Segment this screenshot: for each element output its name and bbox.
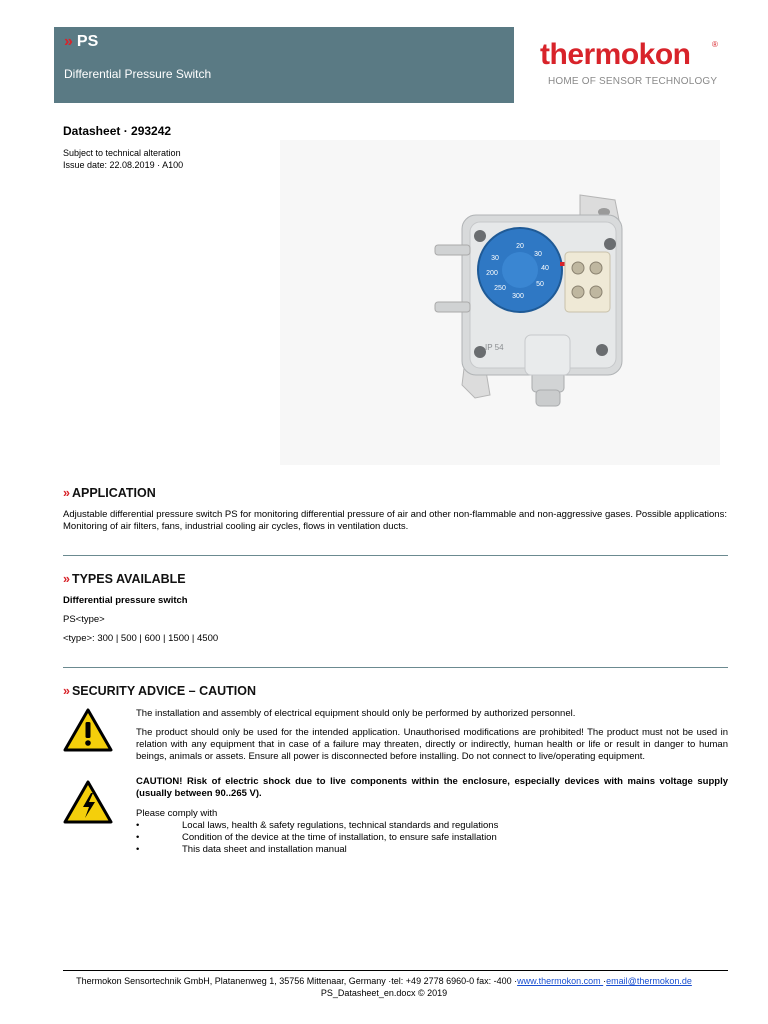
datasheet-title: Datasheet · 293242 xyxy=(63,124,172,138)
chevron-icon: » xyxy=(64,33,73,50)
security-heading: » SECURITY ADVICE – CAUTION xyxy=(63,684,257,698)
bullet-icon: • xyxy=(136,832,140,843)
bullet-icon: • xyxy=(136,820,140,831)
chevron-icon: » xyxy=(63,572,70,586)
registered-mark: ® xyxy=(712,40,718,49)
application-heading: » APPLICATION xyxy=(63,486,156,500)
footer-contact xyxy=(0,976,768,986)
logo-wordmark: thermokon xyxy=(540,38,691,71)
footer-separator: · xyxy=(603,976,607,986)
electric-hazard-icon xyxy=(63,780,113,824)
bullet-icon: • xyxy=(136,844,140,855)
email-link[interactable]: email@thermokon.de xyxy=(606,976,692,986)
footer-company: Thermokon Sensortechnik GmbH, Platanenweg 1, 35756 Mittenaar, Germany ·tel: +49 2778 6960-0 fax: -400 · xyxy=(76,976,518,986)
types-options: <type>: 300 | 500 | 600 | 1500 | 4500 xyxy=(63,633,219,644)
types-model-code: PS<type> xyxy=(63,614,105,625)
svg-text:30: 30 xyxy=(534,251,542,258)
product-title xyxy=(64,33,98,51)
chevron-icon: » xyxy=(63,684,70,698)
security-paragraph-2: The product should only be used for the intended application. Unauthorised modifications are prohibited! The product must not be used in relation with any equipment that in case of a failure may threaten, directly or indirectly, human health or life or result in danger to human beings, animals or assets. Ensure all power is disconnected before installing. Do not connect to live/operating equipment. xyxy=(136,727,728,762)
svg-text:200: 200 xyxy=(486,270,498,277)
product-image xyxy=(280,140,720,465)
datasheet-alteration-note: Subject to technical alteration xyxy=(63,148,181,158)
security-comply-text: Please comply with xyxy=(136,808,218,819)
svg-text:300: 300 xyxy=(512,293,524,300)
security-paragraph-1: The installation and assembly of electrical equipment should only be performed by authorized personnel. xyxy=(136,708,576,719)
svg-text:250: 250 xyxy=(494,285,506,292)
thermokon-logo xyxy=(540,38,720,94)
svg-text:30: 30 xyxy=(491,255,499,262)
list-item-text: Condition of the device at the time of installation, to ensure safe installation xyxy=(182,832,497,843)
website-link[interactable]: www.thermokon.com xyxy=(517,976,604,986)
chevron-icon: » xyxy=(63,486,70,500)
svg-text:20: 20 xyxy=(516,243,524,250)
section-divider xyxy=(63,555,728,556)
footer-document-name: PS_Datasheet_en.docx © 2019 xyxy=(320,988,448,998)
svg-text:50: 50 xyxy=(536,281,544,288)
types-subheading: Differential pressure switch xyxy=(63,595,188,606)
svg-text:40: 40 xyxy=(541,265,549,272)
logo-tagline: HOME OF SENSOR TECHNOLOGY xyxy=(548,76,718,87)
datasheet-issue-date: Issue date: 22.08.2019 · A100 xyxy=(63,160,184,170)
footer-divider xyxy=(63,970,728,971)
application-text: Adjustable differential pressure switch PS for monitoring differential pressure of air and other non-flammable and non-aggressive gases. Possible applications: Monitoring of air filters, fans, industrial cooling air cycles, flows in ventilation ducts. xyxy=(63,509,727,532)
list-item-text: Local laws, health & safety regulations, technical standards and regulations xyxy=(182,820,499,831)
list-item-text: This data sheet and installation manual xyxy=(182,844,347,855)
warning-exclamation-icon xyxy=(63,708,113,752)
header-banner xyxy=(54,27,514,103)
types-heading: » TYPES AVAILABLE xyxy=(63,572,186,586)
product-subtitle: Differential Pressure Switch xyxy=(64,67,212,81)
ip-rating-label: IP 54 xyxy=(485,343,504,352)
pressure-switch-illustration xyxy=(280,140,720,465)
security-caution-text: CAUTION! Risk of electric shock due to live components within the enclosure, especially devices with mains voltage supply (usually between 90..265 V). xyxy=(136,776,728,799)
section-divider xyxy=(63,667,728,668)
product-name: PS xyxy=(76,33,99,50)
